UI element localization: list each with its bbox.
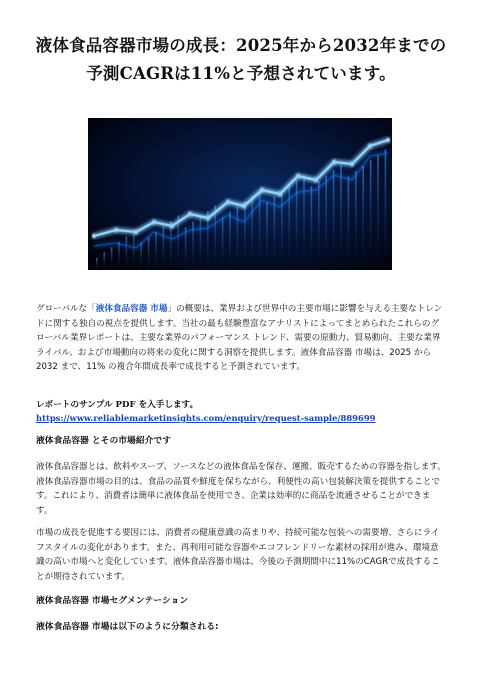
hero-light-bar <box>185 227 187 270</box>
intro-section <box>36 302 446 375</box>
glowing-growth-line-icon <box>88 118 392 270</box>
hero-light-bar <box>200 216 202 270</box>
page-title: 液体食品容器市場の成長：2025年から2032年までの予測CAGRは11%と予想されています。 <box>35 36 447 83</box>
hero-light-bar <box>229 212 231 270</box>
hero-light-bar <box>377 155 379 270</box>
hero-light-bar <box>318 181 320 270</box>
hero-image <box>88 118 392 270</box>
hero-light-bar <box>222 217 224 270</box>
intro-prefix: グローバルな「 <box>36 304 96 314</box>
intro-text: 」の概要は、業界および世界中の主要市場に影響を与える主要なトレンドに関する独自の視点を提供します。当社の最も経験豊富なアナリストによってまとめられたこれらのグローバル業界レポートは、主要な業界のパフォーマンス トレンド、需要の原動力、貿易動向、主要な業界ライバル、および市場動向の将来の変化に関する洞察を提供します。液体食品容器 市場は、2025 から 2032 まで、11% の複合年間成長率で成長すると予測されています。 <box>36 304 443 373</box>
hero-light-bar <box>96 258 98 270</box>
hero-light-bar <box>163 226 165 270</box>
hero-light-bar <box>355 171 357 270</box>
growth-paragraph: 市場の成長を促進する要因には、消費者の健康意識の高まりや、持続可能な包装への需要増、さらにライフスタイルの変化があります。また、再利用可能な容器やエコフレンドリーな素材の採用が進み、環境意識の高い市場へと変化しています。液体食品容器市場は、今後の予測期間中に11%のCAGRで成長することが期待されています。 <box>36 528 440 582</box>
hero-light-bar <box>133 231 135 270</box>
hero-light-bar <box>281 191 283 270</box>
hero-light-bar <box>333 170 335 270</box>
hero-light-bar <box>244 201 246 270</box>
hero-light-bar <box>170 221 172 270</box>
hero-light-bar <box>214 206 216 270</box>
segmentation-heading-block <box>36 594 446 608</box>
hero-light-bar <box>126 236 128 270</box>
hero-light-bar <box>207 211 209 270</box>
hero-light-bar <box>370 160 372 270</box>
hero-light-bar <box>348 176 350 270</box>
hero-light-bar <box>266 202 268 270</box>
growth-block <box>36 526 446 584</box>
hero-light-bar <box>325 176 327 270</box>
classification-block <box>36 620 446 634</box>
hero-light-bar <box>140 243 142 270</box>
hero-light-bar <box>237 206 239 270</box>
hero-light-bar <box>303 175 305 270</box>
sample-request-link[interactable]: https://www.reliablemarketinsights.com/enquiry/request-sample/889699 <box>36 413 376 423</box>
intro-heading-block <box>36 434 446 448</box>
hero-light-bar <box>311 186 313 270</box>
hero-light-bar <box>148 237 150 270</box>
definition-block <box>36 460 446 518</box>
hero-light-bar <box>251 196 253 270</box>
hero-light-bar <box>385 149 387 270</box>
market-link[interactable]: 液体食品容器 市場 <box>95 304 168 314</box>
hero-light-bar <box>340 165 342 270</box>
definition-paragraph: 液体食品容器とは、飲料やスープ、ソースなどの液体食品を保存、運搬、販売するための容器を指します。液体食品容器市場の目的は、食品の品質や鮮度を保ちながら、利便性の高い包装解決策を提供することです。これにより、消費者は簡単に液体食品を使用でき、企業は効率的に商品を流通させることができます。 <box>36 462 446 516</box>
intro-paragraph <box>36 302 446 375</box>
hero-light-bar <box>103 253 105 270</box>
classification-line: 液体食品容器 市場は以下のように分類される: <box>36 622 219 632</box>
segmentation-heading: 液体食品容器 市場セグメンテーション <box>36 596 189 606</box>
hero-light-bar <box>362 166 364 270</box>
hero-light-bar <box>155 232 157 270</box>
sample-label: レポートのサンプル PDF を入手します。 <box>36 400 199 410</box>
hero-light-bar <box>177 216 179 270</box>
hero-light-bar <box>118 242 120 270</box>
hero-light-bar <box>111 247 113 270</box>
section-heading: 液体食品容器 とその市場紹介です <box>36 436 172 446</box>
hero-light-bar <box>274 196 276 270</box>
sample-section <box>36 399 446 425</box>
